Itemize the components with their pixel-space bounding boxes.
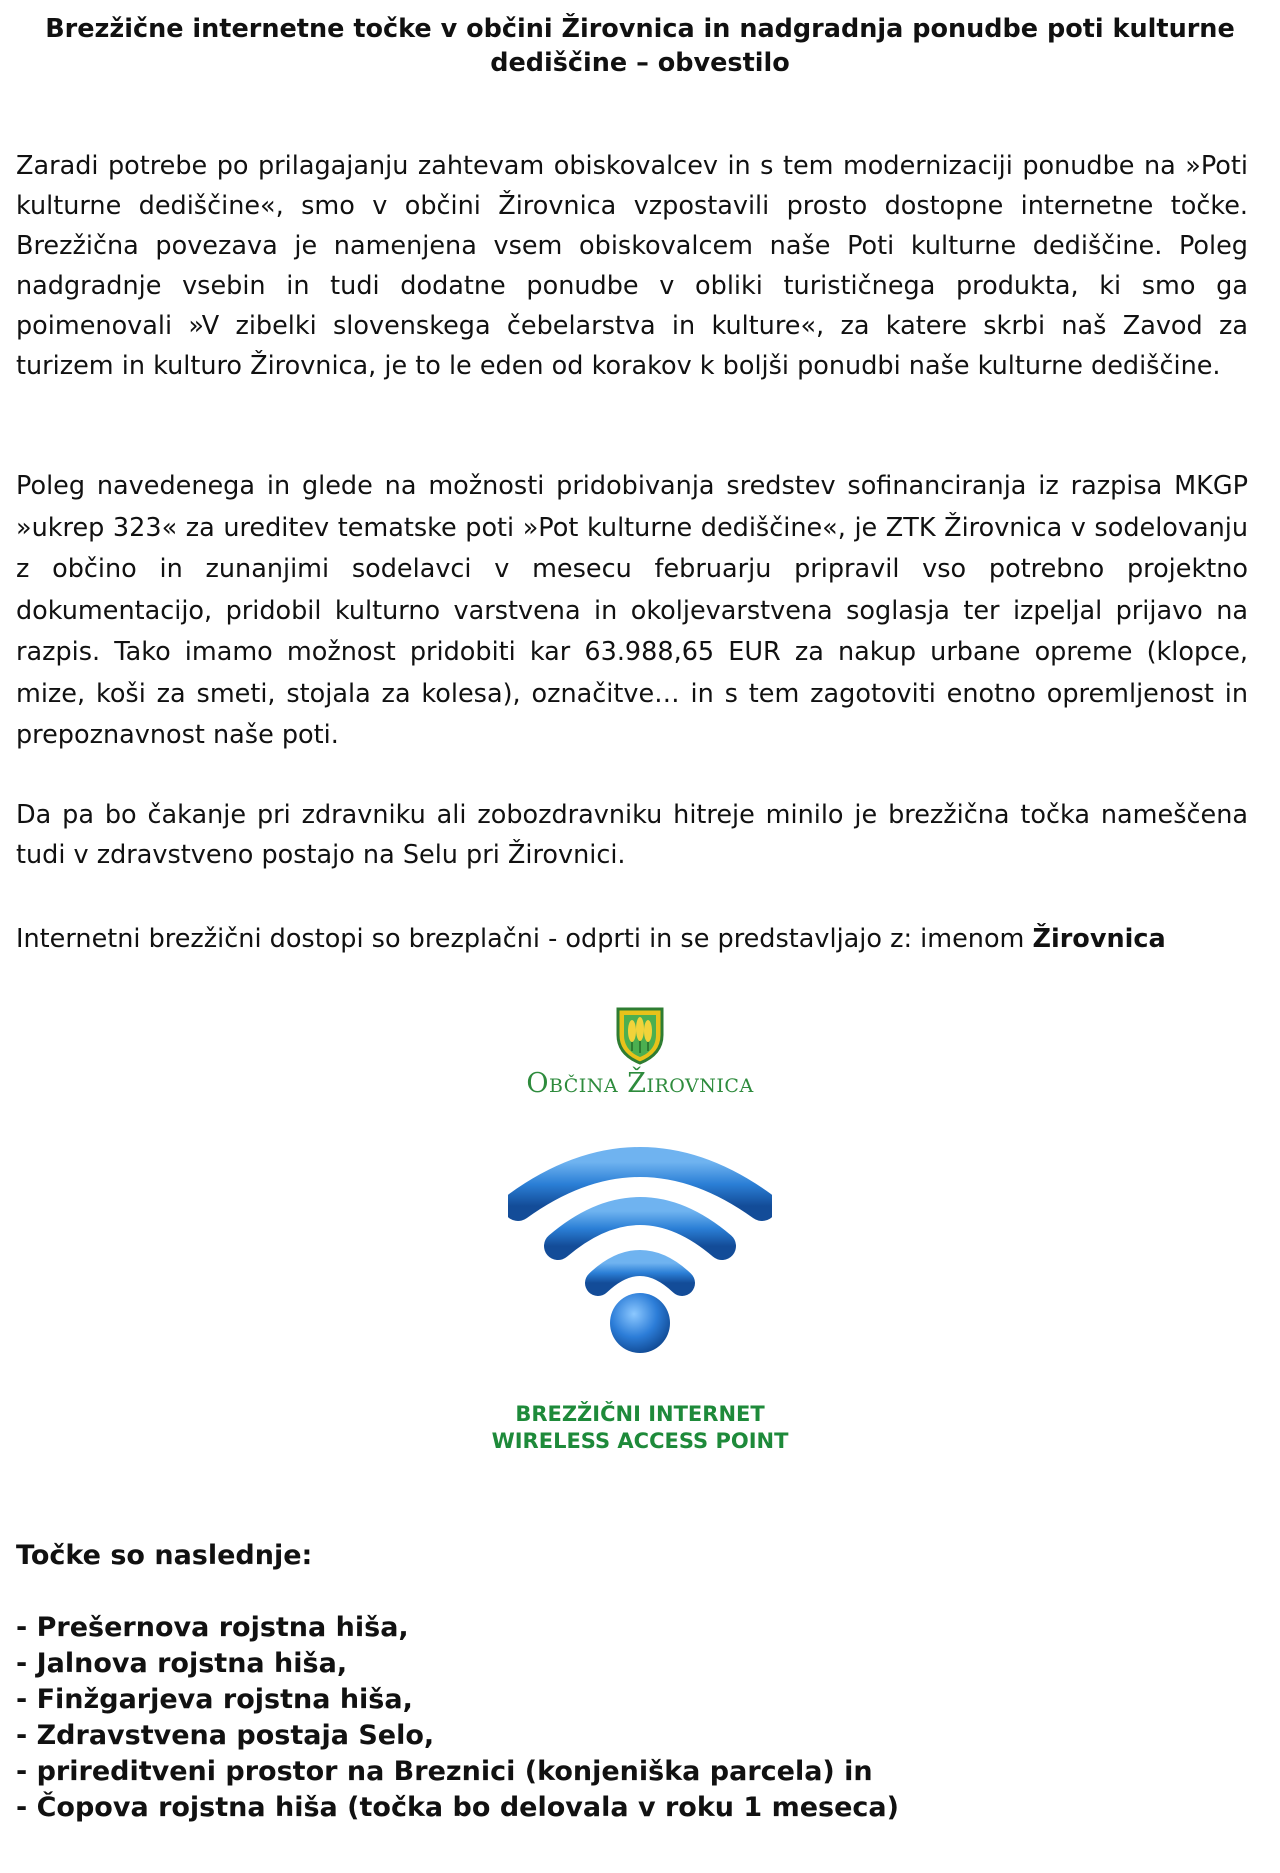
paragraph-health-station: Da pa bo čakanje pri zdravniku ali zobozdravniku hitreje minilo je brezžična točka nameščena tudi v zdravstveno postajo na Selu pri Žirovnici.	[16, 800, 1248, 870]
list-item: - Čopova rojstna hiša (točka bo delovala v roku 1 meseca)	[16, 1792, 899, 1823]
network-name: Žirovnica	[1032, 924, 1166, 954]
wifi-label-slovene: BREZŽIČNI INTERNET	[515, 1402, 765, 1426]
access-text: Internetni brezžični dostopi so brezplačni - odprti in se predstavljajo z: imenom	[16, 924, 1033, 954]
points-heading: Točke so naslednje:	[16, 1540, 313, 1571]
paragraph-access	[16, 919, 1248, 959]
points-list	[16, 1610, 899, 1826]
list-item: - Zdravstvena postaja Selo,	[16, 1720, 435, 1751]
document-title: Brezžične internetne točke v občini Žirovnica in nadgradnja ponudbe poti kulturne dediščine – obvestilo	[45, 14, 1235, 78]
list-item: - Prešernova rojstna hiša,	[16, 1612, 409, 1643]
coat-of-arms-icon	[614, 1005, 666, 1065]
wireless-access-point-logo	[490, 1000, 790, 1453]
list-item: - prireditveni prostor na Breznici (konjeniška parcela) in	[16, 1756, 873, 1787]
paragraph-intro: Zaradi potrebe po prilagajanju zahtevam obiskovalcev in s tem modernizaciji ponudbe na »Poti kulturne dediščine«, smo v občini Žirovnica vzpostavili prosto dostopne internetne točke. Brezžična povezava je namenjena vsem obiskovalcem naše Poti kulturne dediščine. Poleg nadgradnje vsebin in tudi dodatne ponudbe v obliki turističnega produkta, ki smo ga poimenovali »V zibelki slovenskega čebelarstva in kulture«, za katere skrbi naš Zavod za turizem in kulturo Žirovnica, je to le eden od korakov k boljši ponudbi naše kulturne dediščine.	[16, 151, 1248, 381]
list-item: - Finžgarjeva rojstna hiša,	[16, 1684, 413, 1715]
municipality-name: Občina Žirovnica	[526, 1068, 754, 1099]
list-item: - Jalnova rojstna hiša,	[16, 1648, 348, 1679]
wifi-icon	[508, 1128, 772, 1358]
paragraph-funding: Poleg navedenega in glede na možnosti pridobivanja sredstev sofinanciranja iz razpisa MKGP »ukrep 323« za ureditev tematske poti »Pot kulturne dediščine«, je ZTK Žirovnica v sodelovanju z občino in zunanjimi sodelavci v mesecu februarju pripravil vso potrebno projektno dokumentacijo, pridobil kulturno varstvena in okoljevarstvena soglasja ter izpeljal prijavo na razpis. Tako imamo možnost pridobiti kar 63.988,65 EUR za nakup urbane opreme (klopce, mize, koši za smeti, stojala za kolesa), označitve… in s tem zagotoviti enotno opremljenost in prepoznavnost naše poti.	[16, 471, 1248, 750]
wifi-label-english: WIRELESS ACCESS POINT	[491, 1429, 789, 1453]
